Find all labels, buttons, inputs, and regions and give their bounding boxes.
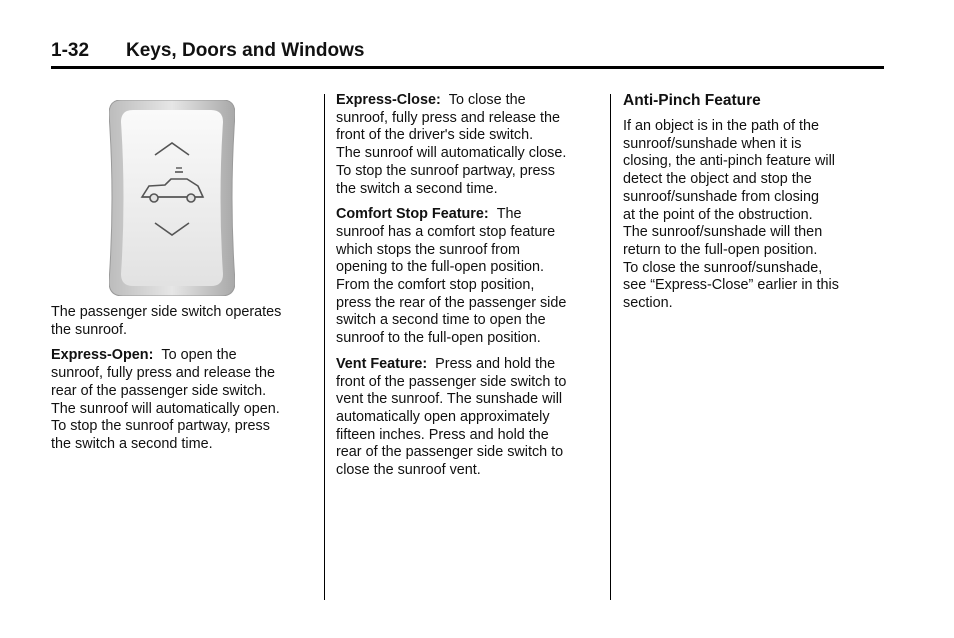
sunroof-switch-illustration (51, 92, 313, 298)
sunroof-switch-icon (109, 100, 235, 296)
page-header (51, 38, 884, 69)
section-title: Keys, Doors and Windows (126, 40, 365, 61)
anti-pinch-paragraph: If an object is in the path of the sunroof/sunshade when it is closing, the anti-pinch feature will detect the object and stop the sunroof/sunshade from closing at the point of the obstruction. The sunroof/sunshade will then return to the full-open position. To close the sunroof/sunshade, see “Express-Close” earlier in this section. (623, 118, 839, 312)
column-divider (610, 94, 611, 600)
express-open-lead: Express-Open: (51, 347, 154, 364)
express-open-paragraph: Express-Open: To open the sunroof, fully press and release the rear of the passenger side switch. The sunroof will automatically open. To stop the sunroof partway, press the switch a second time. (51, 347, 280, 452)
switch-caption: The passenger side switch operates the sunroof. (51, 304, 282, 338)
column-2 (336, 92, 598, 488)
column-1 (51, 92, 313, 462)
comfort-stop-paragraph: Comfort Stop Feature: The sunroof has a comfort stop feature which stops the sunroof from opening to the full-open position. From the comfort stop position, press the rear of the passenger side switch a second time to open the sunroof to the full-open position. (336, 206, 567, 347)
column-3 (623, 92, 885, 321)
express-close-paragraph: Express-Close: To close the sunroof, fully press and release the front of the driver's side switch. The sunroof will automatically close. To stop the sunroof partway, press the switch a second time. (336, 92, 567, 197)
page-number: 1-32 (51, 40, 90, 61)
vent-feature-lead: Vent Feature: (336, 355, 428, 372)
express-close-lead: Express-Close: (336, 92, 441, 108)
comfort-stop-lead: Comfort Stop Feature: (336, 206, 489, 223)
column-divider (324, 94, 325, 600)
vent-feature-paragraph: Vent Feature: Press and hold the front of the passenger side switch to vent the sunroof. The sunshade will automatically open approximately fifteen inches. Press and hold the rear of the passenger side switch to close the sunroof vent. (336, 355, 567, 479)
anti-pinch-heading: Anti-Pinch Feature (623, 92, 761, 109)
